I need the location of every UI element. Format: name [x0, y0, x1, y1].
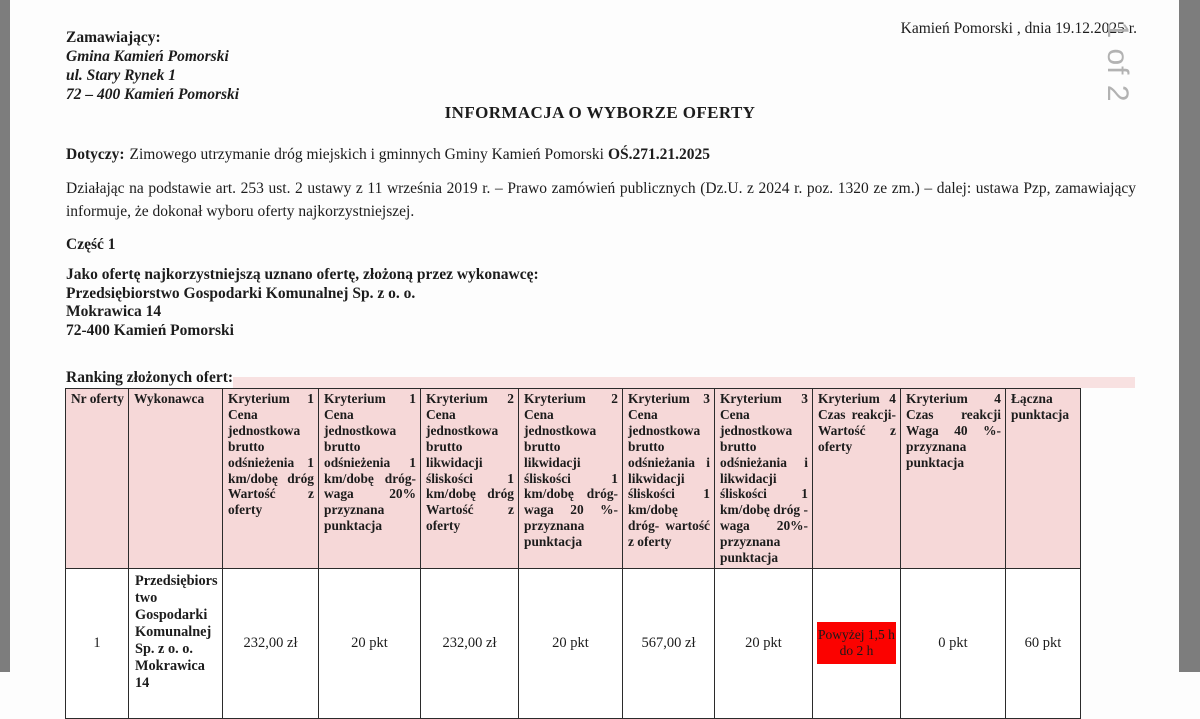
offers-ranking-table [65, 388, 1081, 719]
right-gutter-bar [1179, 0, 1200, 672]
cell-criterion2-value: 232,00 zł [421, 568, 519, 718]
sender-street: ul. Stary Rynek 1 [66, 67, 176, 84]
sender-name: Gmina Kamień Pomorski [66, 48, 229, 65]
page-indicator: 1 of 2 [1101, 21, 1134, 103]
sender-label: Zamawiający: [66, 29, 161, 46]
part-label: Część 1 [66, 236, 116, 253]
cell-criterion3-value: 567,00 zł [623, 568, 715, 718]
table-row [66, 568, 1081, 718]
cell-contractor: Przedsiębiorstwo Gospodarki Komunalnej Sp. z o. o. Mokrawica 14 [129, 568, 223, 718]
col-header-offer-number: Nr oferty [66, 389, 129, 569]
col-header-criterion2-value: Kryterium 2 Cena jednostkowa brutto likwidacji śliskości 1 km/dobę dróg Wartość z oferty [421, 389, 519, 569]
cell-criterion4-value [813, 568, 901, 718]
subject-line [66, 146, 1136, 164]
col-header-criterion1-value: Kryterium 1 Cena jednostkowa brutto odśnieżenia 1 km/dobę dróg Wartość z oferty [223, 389, 319, 569]
cell-criterion2-points: 20 pkt [519, 568, 623, 718]
cell-total-points: 60 pkt [1006, 568, 1081, 718]
body-paragraph: Działając na podstawie art. 253 ust. 2 ustawy z 11 września 2019 r. – Prawo zamówień publicznych (Dz.U. z 2024 r. poz. 1320 ze zm.) – dalej: ustawa Pzp, zamawiający informuje, że dokonał wyboru oferty najkorzystniejszej. [66, 180, 1136, 220]
col-header-criterion4-value: Kryterium 4 Czas reakcji- Wartość z oferty [813, 389, 901, 569]
col-header-criterion3-value: Kryterium 3 Cena jednostkowa brutto odśnieżania i likwidacji śliskości 1 km/dobę dróg- wartość z oferty [623, 389, 715, 569]
winner-intro: Jako ofertę najkorzystniejszą uznano ofertę, złożoną przez wykonawcę: [66, 266, 539, 283]
winner-street: Mokrawica 14 [66, 303, 162, 320]
col-header-criterion4-points: Kryterium 4 Czas reakcji Waga 40 %- przyznana punktacja [901, 389, 1006, 569]
page-title: INFORMACJA O WYBORZE OFERTY [444, 103, 756, 122]
sender-block [66, 28, 239, 104]
winner-city: 72-400 Kamień Pomorski [66, 321, 234, 339]
col-header-criterion1-points: Kryterium 1 Cena jednostkowa brutto odśnieżenia 1 km/dobę dróg- waga 20% przyznana punktacja [319, 389, 421, 569]
subject-reference: OŚ.271.21.2025 [607, 146, 710, 163]
col-header-total-points: Łączna punktacja [1006, 389, 1081, 569]
subject-text: Zimowego utrzymanie dróg miejskich i gminnych Gminy Kamień Pomorski [129, 146, 604, 163]
subject-label: Dotyczy: [66, 146, 125, 163]
left-gutter-bar [0, 0, 10, 672]
cell-criterion4-points: 0 pkt [901, 568, 1006, 718]
winner-name: Przedsiębiorstwo Gospodarki Komunalnej Sp. z o. o. [66, 284, 416, 302]
cell-criterion3-points: 20 pkt [715, 568, 813, 718]
cell-criterion1-value: 232,00 zł [223, 568, 319, 718]
col-header-criterion3-points: Kryterium 3 Cena jednostkowa brutto odśnieżania i likwidacji śliskości 1 km/dobę dróg - waga 20%- przyznana punktacja [715, 389, 813, 569]
winner-block [66, 266, 539, 340]
sender-city: 72 – 400 Kamień Pomorski [66, 86, 240, 103]
col-header-contractor: Wykonawca [129, 389, 223, 569]
ranking-label: Ranking złożonych ofert: [66, 369, 234, 386]
col-header-criterion2-points: Kryterium 2 Cena jednostkowa brutto likwidacji śliskości 1 km/dobę dróg- waga 20 %- przyznana punktacja [519, 389, 623, 569]
table-header-row [66, 389, 1081, 569]
date-line: Kamień Pomorski , dnia 19.12.2025 r. [900, 20, 1137, 37]
highlighted-reaction-time: Powyżej 1,5 h do 2 h [817, 622, 897, 664]
cell-offer-number: 1 [66, 568, 129, 718]
scan-bleed-strip [233, 377, 1135, 388]
cell-criterion1-points: 20 pkt [319, 568, 421, 718]
